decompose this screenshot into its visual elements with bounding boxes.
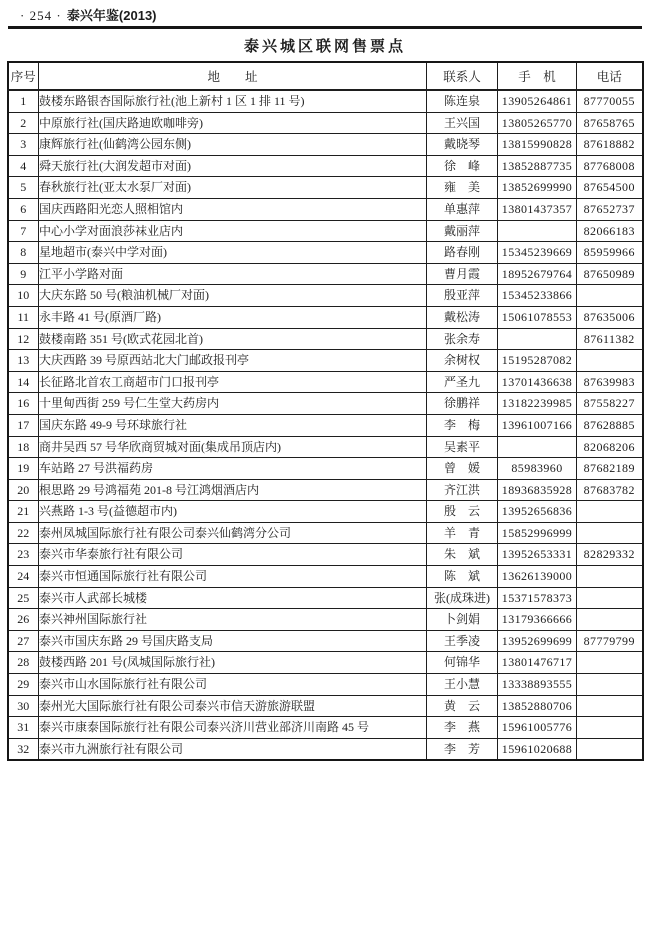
cell-address: 中原旅行社(国庆路迪欧咖啡旁): [39, 112, 427, 134]
cell-mobile: 15345233866: [498, 285, 577, 307]
table-row: [8, 738, 643, 760]
cell-contact: 曾 媛: [427, 458, 498, 480]
cell-address: 泰兴市康泰国际旅行社有限公司泰兴济川营业部济川南路 45 号: [39, 717, 427, 739]
cell-address: 商井吴西 57 号华欣商贸城对面(集成吊顶店内): [39, 436, 427, 458]
table-row: [8, 134, 643, 156]
cell-index: 11: [8, 306, 39, 328]
cell-index: 24: [8, 566, 39, 588]
cell-address: 根思路 29 号鸿福苑 201-8 号江鸿烟酒店内: [39, 479, 427, 501]
cell-contact: 雍 美: [427, 177, 498, 199]
cell-index: 27: [8, 630, 39, 652]
cell-mobile: 13801476717: [498, 652, 577, 674]
cell-contact: 李 芳: [427, 738, 498, 760]
cell-phone: 87683782: [577, 479, 643, 501]
cell-index: 4: [8, 155, 39, 177]
cell-phone: 82829332: [577, 544, 643, 566]
cell-index: 8: [8, 242, 39, 264]
cell-phone: [577, 566, 643, 588]
cell-mobile: 13961007166: [498, 414, 577, 436]
cell-mobile: 13952699699: [498, 630, 577, 652]
cell-index: 16: [8, 393, 39, 415]
column-header-mobile: 手 机: [498, 62, 577, 90]
cell-index: 2: [8, 112, 39, 134]
cell-index: 20: [8, 479, 39, 501]
column-header-contact: 联系人: [427, 62, 498, 90]
cell-contact: 王兴国: [427, 112, 498, 134]
cell-phone: 87611382: [577, 328, 643, 350]
cell-mobile: 13801437357: [498, 198, 577, 220]
cell-index: 23: [8, 544, 39, 566]
table-row: [8, 90, 643, 112]
table-row: [8, 306, 643, 328]
cell-mobile: [498, 436, 577, 458]
cell-contact: 何锦华: [427, 652, 498, 674]
cell-address: 大庆西路 39 号原西站北大门邮政报刊亭: [39, 350, 427, 372]
cell-mobile: [498, 328, 577, 350]
cell-contact: 陈 斌: [427, 566, 498, 588]
cell-index: 28: [8, 652, 39, 674]
cell-mobile: 13852887735: [498, 155, 577, 177]
table-row: [8, 436, 643, 458]
table-row: [8, 695, 643, 717]
table-row: [8, 198, 643, 220]
cell-contact: 曹月霞: [427, 263, 498, 285]
cell-phone: [577, 674, 643, 696]
cell-phone: [577, 501, 643, 523]
cell-mobile: 18952679764: [498, 263, 577, 285]
table-row: [8, 393, 643, 415]
cell-phone: 87650989: [577, 263, 643, 285]
table-row: [8, 263, 643, 285]
cell-contact: 戴松涛: [427, 306, 498, 328]
cell-index: 32: [8, 738, 39, 760]
cell-phone: [577, 350, 643, 372]
cell-phone: 87635006: [577, 306, 643, 328]
cell-contact: 戴丽萍: [427, 220, 498, 242]
table-row: [8, 544, 643, 566]
cell-phone: [577, 587, 643, 609]
cell-phone: [577, 609, 643, 631]
cell-contact: 羊 青: [427, 522, 498, 544]
table-row: [8, 112, 643, 134]
cell-phone: 87658765: [577, 112, 643, 134]
cell-mobile: 13626139000: [498, 566, 577, 588]
table-row: [8, 458, 643, 480]
table-row: [8, 242, 643, 264]
cell-contact: 戴晓琴: [427, 134, 498, 156]
cell-phone: [577, 695, 643, 717]
cell-contact: 齐江洪: [427, 479, 498, 501]
cell-phone: [577, 717, 643, 739]
cell-phone: 87652737: [577, 198, 643, 220]
cell-index: 19: [8, 458, 39, 480]
cell-phone: [577, 285, 643, 307]
cell-address: 春秋旅行社(亚太水泵厂对面): [39, 177, 427, 199]
cell-index: 31: [8, 717, 39, 739]
cell-mobile: 13905264861: [498, 90, 577, 112]
cell-phone: 87768008: [577, 155, 643, 177]
cell-address: 康辉旅行社(仙鹤湾公园东侧): [39, 134, 427, 156]
cell-address: 泰兴神州国际旅行社: [39, 609, 427, 631]
table-header-row: [8, 62, 643, 90]
cell-address: 泰州光大国际旅行社有限公司泰兴市信天游旅游联盟: [39, 695, 427, 717]
cell-mobile: 15345239669: [498, 242, 577, 264]
table-row: [8, 587, 643, 609]
cell-mobile: 13805265770: [498, 112, 577, 134]
cell-address: 星地超市(泰兴中学对面): [39, 242, 427, 264]
cell-index: 18: [8, 436, 39, 458]
cell-index: 10: [8, 285, 39, 307]
cell-index: 7: [8, 220, 39, 242]
cell-contact: 徐 峰: [427, 155, 498, 177]
cell-address: 泰兴市人武部长城楼: [39, 587, 427, 609]
cell-contact: 殷 云: [427, 501, 498, 523]
cell-address: 中心小学对面浪莎袜业店内: [39, 220, 427, 242]
table-row: [8, 285, 643, 307]
cell-address: 国庆西路阳光恋人照相馆内: [39, 198, 427, 220]
table-row: [8, 501, 643, 523]
cell-address: 车站路 27 号洪福药房: [39, 458, 427, 480]
table-row: [8, 652, 643, 674]
cell-index: 12: [8, 328, 39, 350]
cell-phone: 87682189: [577, 458, 643, 480]
cell-contact: 李 梅: [427, 414, 498, 436]
cell-index: 6: [8, 198, 39, 220]
cell-index: 17: [8, 414, 39, 436]
cell-phone: 87618882: [577, 134, 643, 156]
cell-mobile: 15371578373: [498, 587, 577, 609]
column-header-index: 序号: [8, 62, 39, 90]
cell-phone: [577, 738, 643, 760]
cell-index: 1: [8, 90, 39, 112]
cell-contact: 路春刚: [427, 242, 498, 264]
cell-index: 14: [8, 371, 39, 393]
cell-phone: 87779799: [577, 630, 643, 652]
cell-mobile: 13338893555: [498, 674, 577, 696]
cell-mobile: 18936835928: [498, 479, 577, 501]
cell-address: 鼓楼西路 201 号(凤城国际旅行社): [39, 652, 427, 674]
table-row: [8, 674, 643, 696]
cell-phone: 87654500: [577, 177, 643, 199]
cell-index: 25: [8, 587, 39, 609]
cell-mobile: 13952653331: [498, 544, 577, 566]
cell-contact: 朱 斌: [427, 544, 498, 566]
table-row: [8, 350, 643, 372]
cell-mobile: 13815990828: [498, 134, 577, 156]
cell-index: 13: [8, 350, 39, 372]
cell-contact: 卜剑娟: [427, 609, 498, 631]
cell-phone: [577, 652, 643, 674]
cell-address: 兴燕路 1-3 号(益德超市内): [39, 501, 427, 523]
cell-mobile: 13701436638: [498, 371, 577, 393]
cell-index: 30: [8, 695, 39, 717]
cell-address: 十里甸西街 259 号仁生堂大药房内: [39, 393, 427, 415]
table-row: [8, 479, 643, 501]
table-title: 泰兴城区联网售票点: [243, 38, 406, 55]
book-title: 泰兴年鉴(2013): [66, 8, 157, 23]
cell-index: 22: [8, 522, 39, 544]
table-row: [8, 177, 643, 199]
cell-phone: 87639983: [577, 371, 643, 393]
cell-mobile: 13179366666: [498, 609, 577, 631]
cell-address: 永丰路 41 号(原酒厂路): [39, 306, 427, 328]
cell-mobile: 13952656836: [498, 501, 577, 523]
cell-mobile: 13852880706: [498, 695, 577, 717]
cell-mobile: 15961005776: [498, 717, 577, 739]
cell-phone: 82066183: [577, 220, 643, 242]
table-row: [8, 371, 643, 393]
cell-contact: 严圣九: [427, 371, 498, 393]
cell-phone: [577, 522, 643, 544]
ticket-outlets-table: [7, 61, 644, 761]
cell-mobile: 13852699990: [498, 177, 577, 199]
cell-address: 大庆东路 50 号(粮油机械厂对面): [39, 285, 427, 307]
cell-contact: 陈连泉: [427, 90, 498, 112]
cell-address: 舜天旅行社(大润发超市对面): [39, 155, 427, 177]
cell-mobile: 13182239985: [498, 393, 577, 415]
table-row: [8, 155, 643, 177]
table-row: [8, 566, 643, 588]
cell-address: 国庆东路 49-9 号环球旅行社: [39, 414, 427, 436]
cell-contact: 张(成珠进): [427, 587, 498, 609]
cell-mobile: [498, 220, 577, 242]
cell-contact: 余树权: [427, 350, 498, 372]
table-row: [8, 522, 643, 544]
cell-address: 鼓楼东路银杏国际旅行社(池上新村 1 区 1 排 11 号): [39, 90, 427, 112]
cell-contact: 王季凌: [427, 630, 498, 652]
cell-index: 9: [8, 263, 39, 285]
cell-contact: 李 燕: [427, 717, 498, 739]
cell-address: 泰州凤城国际旅行社有限公司泰兴仙鹤湾分公司: [39, 522, 427, 544]
page-number: · 254 ·: [20, 8, 62, 23]
cell-index: 5: [8, 177, 39, 199]
table-row: [8, 609, 643, 631]
page-header: [0, 0, 650, 23]
header-rule: [8, 26, 642, 29]
cell-address: 鼓楼南路 351 号(欧式花园北首): [39, 328, 427, 350]
cell-index: 21: [8, 501, 39, 523]
cell-mobile: 85983960: [498, 458, 577, 480]
cell-address: 泰兴市山水国际旅行社有限公司: [39, 674, 427, 696]
cell-mobile: 15852996999: [498, 522, 577, 544]
table-row: [8, 414, 643, 436]
cell-phone: 87558227: [577, 393, 643, 415]
cell-address: 泰兴市九洲旅行社有限公司: [39, 738, 427, 760]
cell-contact: 黄 云: [427, 695, 498, 717]
cell-contact: 张余寿: [427, 328, 498, 350]
table-row: [8, 220, 643, 242]
cell-contact: 王小慧: [427, 674, 498, 696]
cell-address: 泰兴市国庆东路 29 号国庆路支局: [39, 630, 427, 652]
cell-contact: 吴素平: [427, 436, 498, 458]
column-header-address: 地 址: [39, 62, 427, 90]
cell-address: 泰兴市华泰旅行社有限公司: [39, 544, 427, 566]
column-header-phone: 电话: [577, 62, 643, 90]
cell-contact: 殷亚萍: [427, 285, 498, 307]
cell-address: 泰兴市恒通国际旅行社有限公司: [39, 566, 427, 588]
cell-contact: 徐鹏祥: [427, 393, 498, 415]
cell-index: 26: [8, 609, 39, 631]
cell-mobile: 15061078553: [498, 306, 577, 328]
table-row: [8, 328, 643, 350]
cell-mobile: 15195287082: [498, 350, 577, 372]
table-row: [8, 717, 643, 739]
cell-mobile: 15961020688: [498, 738, 577, 760]
cell-phone: 82068206: [577, 436, 643, 458]
cell-address: 长征路北首农工商超市门口报刊亭: [39, 371, 427, 393]
cell-address: 江平小学路对面: [39, 263, 427, 285]
table-row: [8, 630, 643, 652]
cell-phone: 85959966: [577, 242, 643, 264]
cell-contact: 单惠萍: [427, 198, 498, 220]
cell-index: 3: [8, 134, 39, 156]
cell-phone: 87628885: [577, 414, 643, 436]
cell-phone: 87770055: [577, 90, 643, 112]
cell-index: 29: [8, 674, 39, 696]
